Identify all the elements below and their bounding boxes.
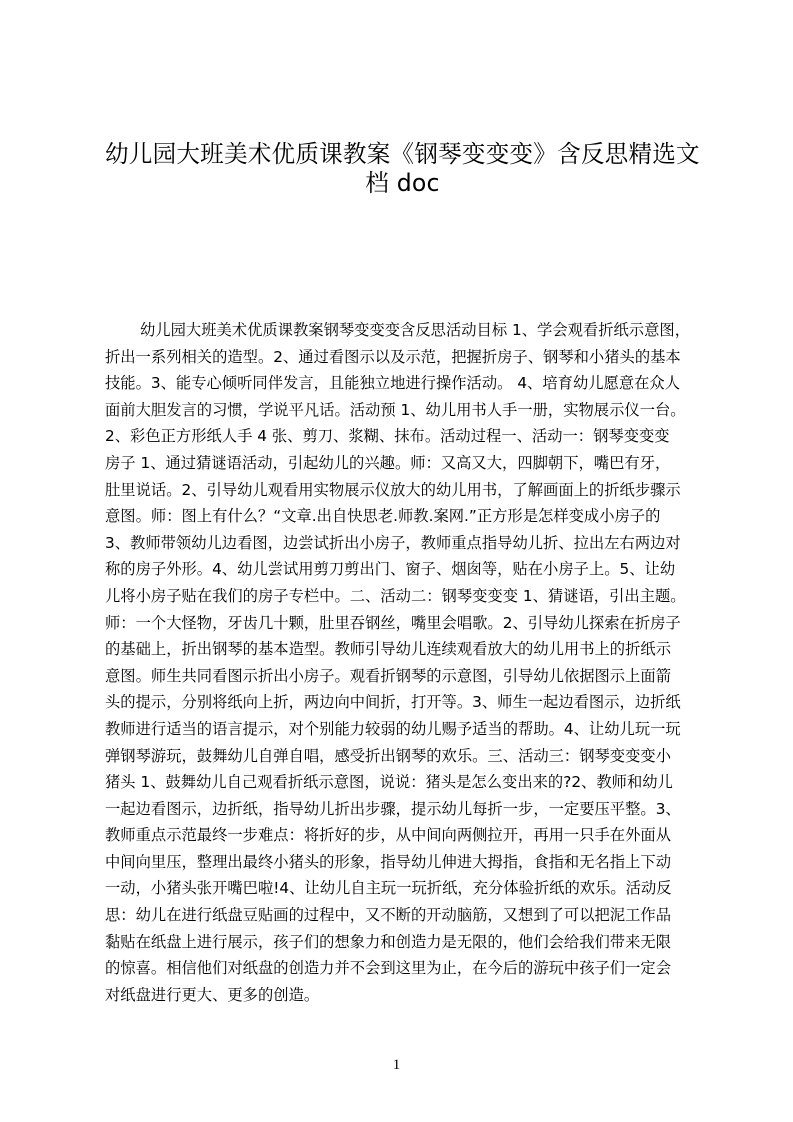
body-line: 的基础上，折出钢琴的基本造型。教师引导幼儿连续观看放大的幼儿用书上的折纸示	[105, 640, 671, 659]
document-title	[105, 140, 700, 198]
body-line: 教师重点示范最终一步难点：将折好的步，从中间向两侧拉开，再用一只手在外面从	[105, 826, 671, 845]
body-line: 师：一个大怪物，牙齿几十颗，肚里吞钢丝，嘴里会唱歌。2、引导幼儿探索在折房子	[105, 613, 681, 632]
body-line: 意图。师生共同看图示折出小房子。观看折钢琴的示意图，引导幼儿依据图示上面箭	[105, 666, 671, 685]
body-line: 一起边看图示，边折纸，指导幼儿折出步骤，提示幼儿每折一步，一定要压平整。3、	[105, 799, 681, 818]
body-line: 思：幼儿在进行纸盘豆贴画的过程中，又不断的开动脑筋，又想到了可以把泥工作品	[105, 906, 671, 925]
body-line: 头的提示，分别将纸向上折，两边向中间折，打开等。3、师生一起边看图示，边折纸	[105, 693, 681, 712]
body-line: 称的房子外形。4、幼儿尝试用剪刀剪出门、窗子、烟囱等，贴在小房子上。5、让幼	[105, 560, 676, 579]
body-line: 教师进行适当的语言提示，对个别能力较弱的幼儿赐予适当的帮助。4、让幼儿玩一玩	[105, 719, 681, 738]
body-line: 意图。师：图上有什么？“文章.出自快思老.师教.案网.”正方形是怎样变成小房子的	[105, 507, 661, 526]
body-line: 的惊喜。相信他们对纸盘的创造力并不会到这里为止，在今后的游玩中孩子们一定会	[105, 959, 671, 978]
body-line: 折出一系列相关的造型。2、通过看图示以及示范，把握折房子、钢琴和小猪头的基本	[105, 347, 681, 366]
body-line: 对纸盘进行更大、更多的创造。	[105, 985, 320, 1004]
document-body	[105, 317, 700, 1008]
body-line: 房子 1、通过猜谜语活动，引起幼儿的兴趣。师：又高又大，四脚朝下，嘴巴有牙，	[105, 453, 671, 472]
body-line: 肚里说话。2、引导幼儿观看用实物展示仪放大的幼儿用书，了解画面上的折纸步骤示	[105, 480, 681, 499]
body-line: 黏贴在纸盘上进行展示，孩子们的想象力和创造力是无限的，他们会给我们带来无限	[105, 932, 671, 951]
body-line: 技能。3、能专心倾听同伴发言，且能独立地进行操作活动。 4、培育幼儿愿意在众人	[105, 374, 681, 393]
title-line-1: 幼儿园大班美术优质课教案《钢琴变变变》含反思精选文	[105, 140, 700, 168]
body-line: 幼儿园大班美术优质课教案钢琴变变变含反思活动目标 1、学会观看折纸示意图，	[140, 321, 690, 339]
body-line: 猪头 1、鼓舞幼儿自己观看折纸示意图，说说：猪头是怎么变出来的?2、教师和幼儿	[105, 773, 673, 792]
body-line: 3、教师带领幼儿边看图，边尝试折出小房子，教师重点指导幼儿折、拉出左右两边对	[105, 533, 681, 552]
title-line-2: 档 doc	[365, 169, 440, 197]
body-line: 弹钢琴游玩，鼓舞幼儿自弹自唱，感受折出钢琴的欢乐。三、活动三：钢琴变变变小	[105, 746, 671, 765]
body-line: 一动，小猪头张开嘴巴啦!4、让幼儿自主玩一玩折纸，充分体验折纸的欢乐。活动反	[105, 879, 672, 898]
body-line: 中间向里压，整理出最终小猪头的形象，指导幼儿伸进大拇指，食指和无名指上下动	[105, 852, 671, 871]
body-line: 儿将小房子贴在我们的房子专栏中。二、活动二：钢琴变变变 1、猜谜语，引出主题。	[105, 586, 686, 605]
page-number: 1	[392, 1057, 401, 1073]
body-line: 2、彩色正方形纸人手 4 张、剪刀、浆糊、抹布。活动过程一、活动一：钢琴变变变	[105, 427, 670, 446]
body-line: 面前大胆发言的习惯，学说平凡话。活动预 1、幼儿用书人手一册，实物展示仪一台。	[105, 400, 686, 419]
